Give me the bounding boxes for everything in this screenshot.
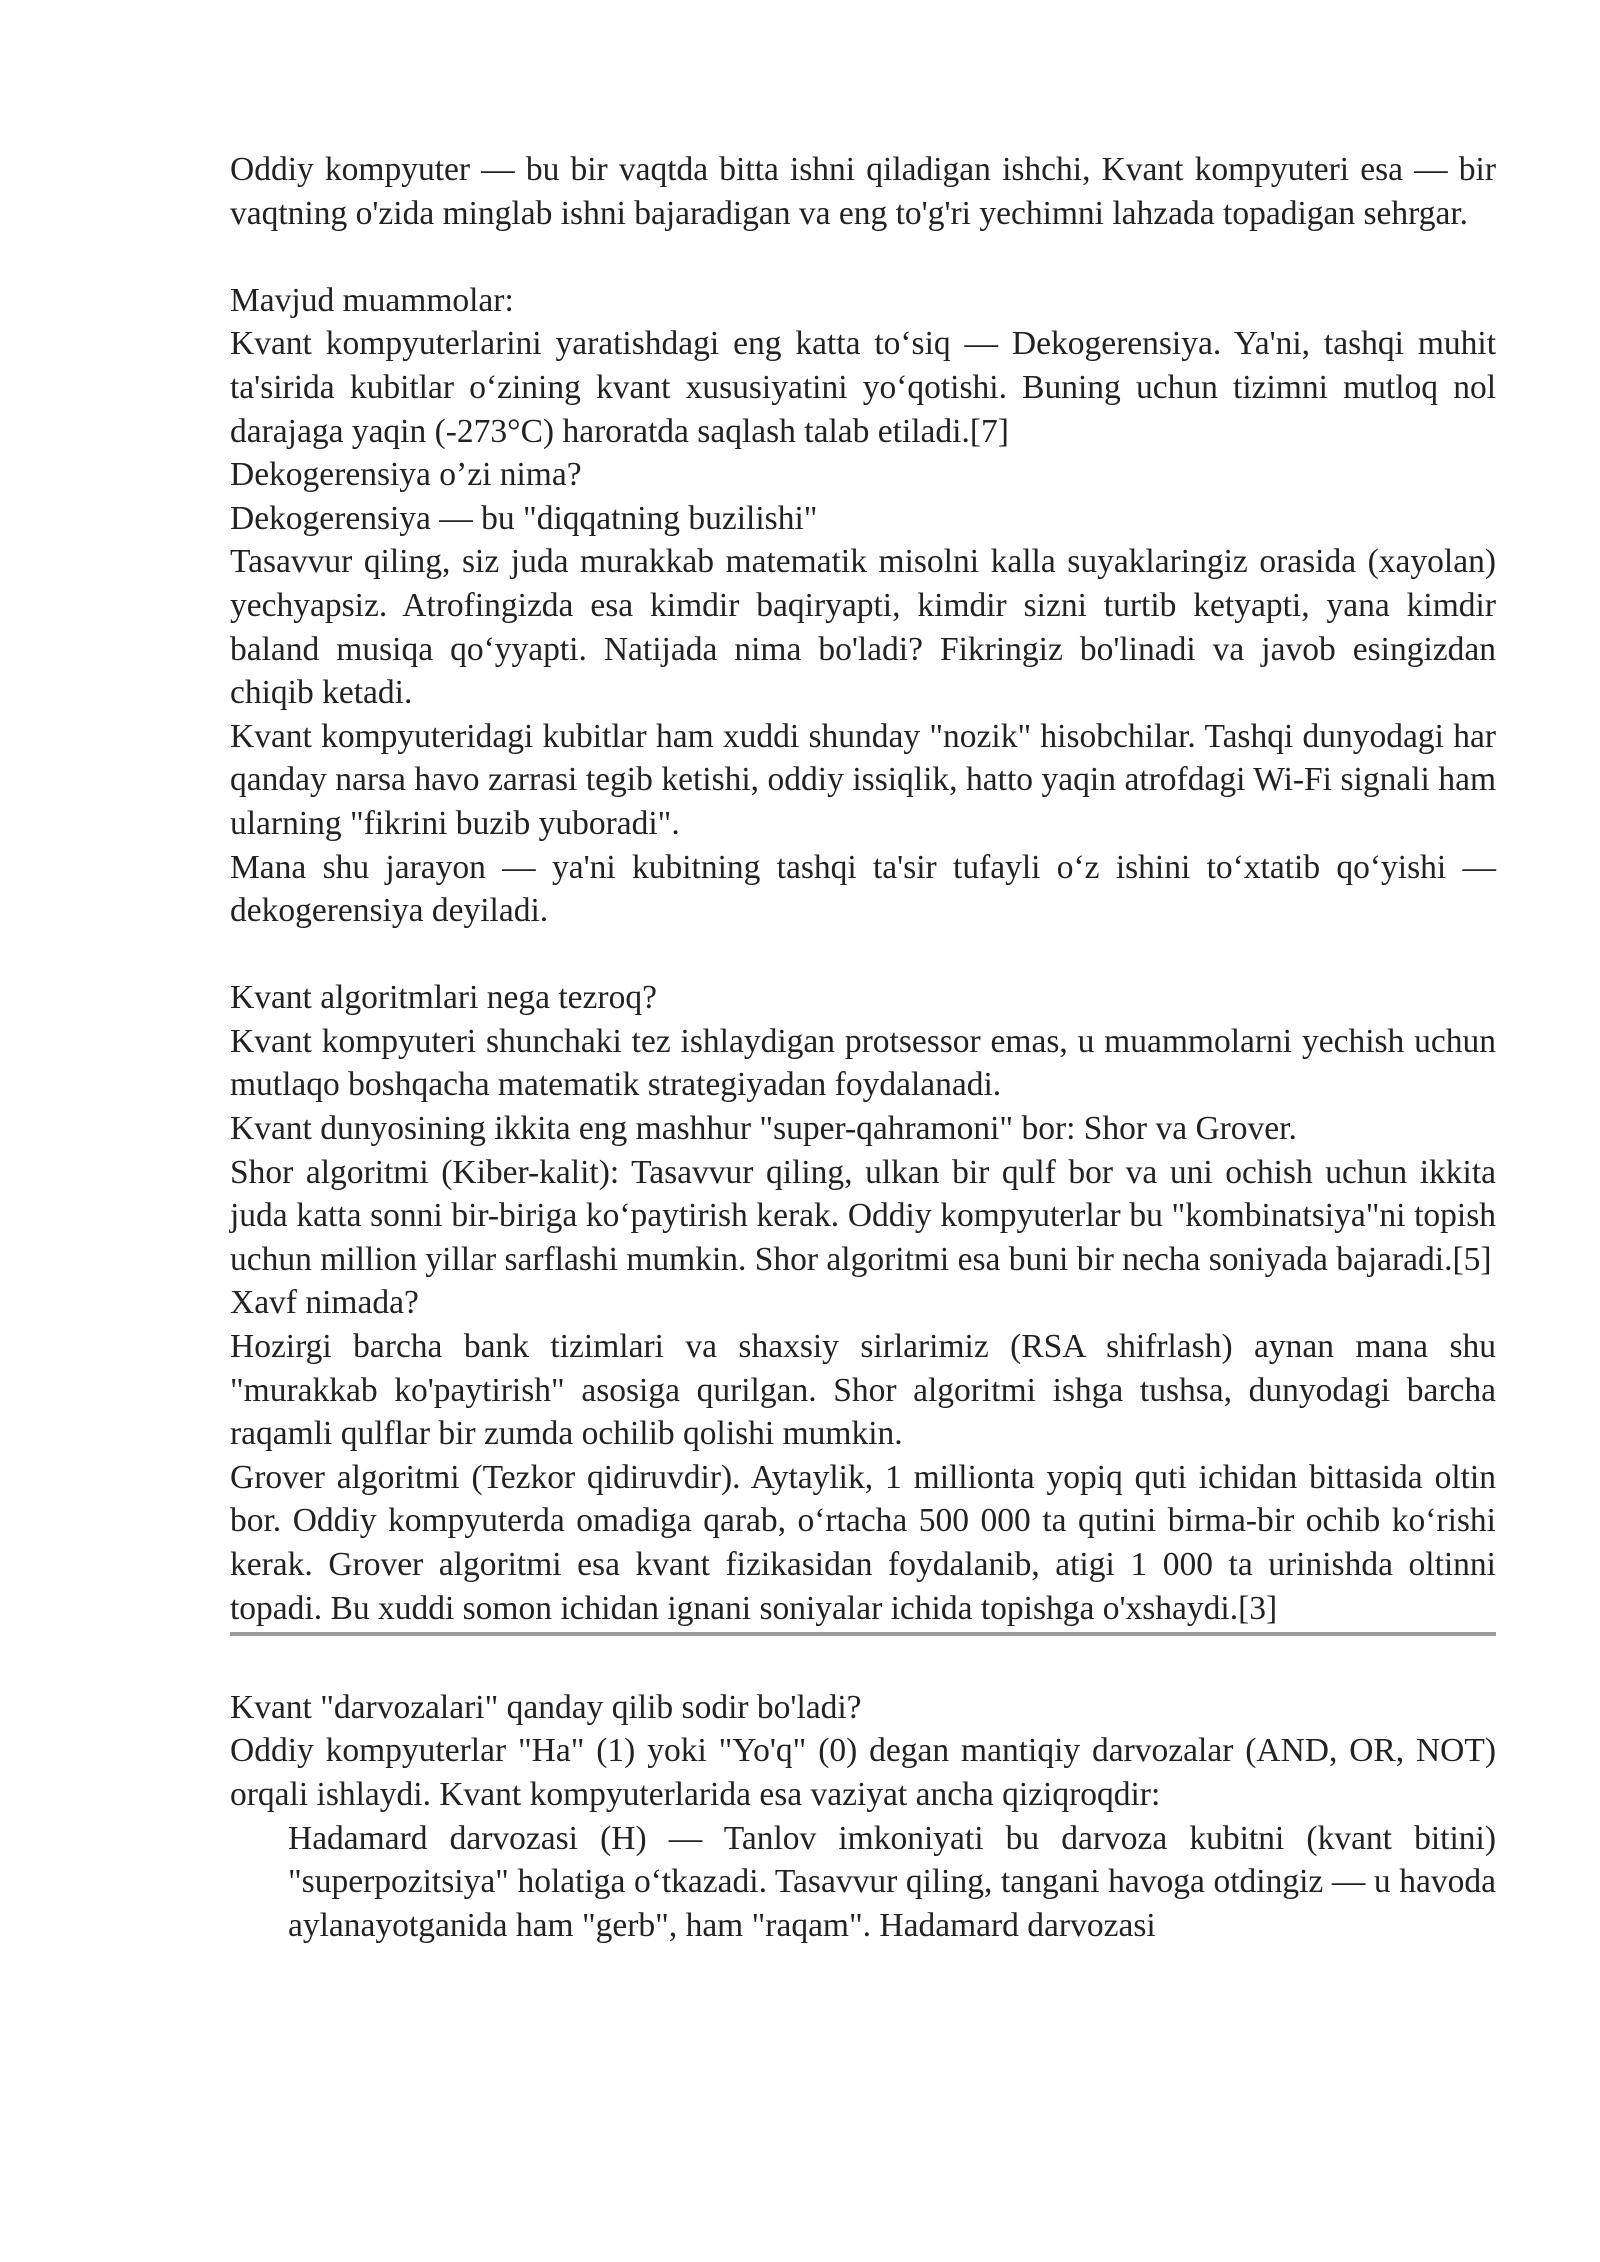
grover-algorithm-paragraph: Grover algoritmi (Tezkor qidiruvdir). Aytaylik, 1 millionta yopiq quti ichidan bittasida oltin bor. Oddiy kompyuterda omadiga qarab, o‘rtacha 500 000 ta qutini birma-bir ochib ko‘rishi kerak. Grover algoritmi esa kvant fizikasidan foydalanib, atigi 1 000 ta urinishda oltinni topadi. Bu xuddi somon ichidan ignani soniyalar ichida topishga o'xshaydi.[3]: [230, 1458, 1496, 1627]
hadamard-gate-paragraph: Hadamard darvozasi (H) — Tanlov imkoniyati bu darvoza kubitni (kvant bitini) "superpozitsiya" holatiga o‘tkazadi. Tasavvur qiling, tangani havoga otdingiz — u havoda aylanayotganida ham "gerb", ham "raqam". Hadamard darvozasi: [288, 1819, 1496, 1944]
superheroes-paragraph: Kvant dunyosining ikkita eng mashhur "super-qahramoni" bor: Shor va Grover.: [230, 1110, 1297, 1148]
heading-what-is-decoherence: Dekogerensiya o’zi nima?: [230, 456, 582, 494]
heading-why-faster: Kvant algoritmlari nega tezroq?: [230, 979, 657, 1017]
spacer: [230, 1642, 1496, 1686]
decoherence-intro-paragraph: Kvant kompyuterlarini yaratishdagi eng katta to‘siq — Dekogerensiya. Ya'ni, tashqi muhit ta'sirida kubitlar o‘zining kvant xususiyatini yo‘qotishi. Buning uchun tizimni mutloq nol darajaga yaqin (-273°C) haroratda saqlash talab etiladi.[7]: [230, 325, 1496, 450]
process-paragraph: Mana shu jarayon — ya'ni kubitning tashqi ta'sir tufayli o‘z ishini to‘xtatib qo‘yishi — dekogerensiya deyiladi.: [230, 848, 1496, 930]
imagine-paragraph: Tasavvur qiling, siz juda murakkab matematik misolni kalla suyaklaringiz orasida (xayolan) yechyapsiz. Atrofingizda esa kimdir baqiryapti, kimdir sizni turtib ketyapti, yana kimdir baland musiqa qo‘yyapti. Natijada nima bo'ladi? Fikringiz bo'linadi va javob esingizdan chiqib ketadi.: [230, 543, 1496, 712]
spacer: [230, 933, 1496, 977]
heading-danger: Xavf nimada?: [230, 1284, 419, 1322]
heading-existing-problems: Mavjud muammolar:: [230, 281, 514, 319]
strategy-paragraph: Kvant kompyuteri shunchaki tez ishlaydigan protsessor emas, u muammolarni yechish uchun mutlaqo boshqacha matematik strategiyadan foydalanadi.: [230, 1022, 1496, 1104]
spacer: [230, 235, 1496, 279]
shor-algorithm-paragraph: Shor algoritmi (Kiber-kalit): Tasavvur qiling, ulkan bir qulf bor va uni ochish uchun ikkita juda katta sonni bir-biriga ko‘paytirish kerak. Oddiy kompyuterlar bu "kombinatsiya"ni topish uchun million yillar sarflashi mumkin. Shor algoritmi esa buni bir necha soniyada bajaradi.[5]: [230, 1153, 1496, 1278]
qubits-paragraph: Kvant kompyuteridagi kubitlar ham xuddi shunday "nozik" hisobchilar. Tashqi dunyodagi har qanday narsa havo zarrasi tegib ketishi, oddiy issiqlik, hatto yaqin atrofdagi Wi-Fi signali ham ularning "fikrini buzib yuboradi".: [230, 717, 1496, 842]
rsa-paragraph: Hozirgi barcha bank tizimlari va shaxsiy sirlarimiz (RSA shifrlash) aynan mana shu "murakkab ko'paytirish" asosiga qurilgan. Shor algoritmi ishga tushsa, dunyodagi barcha raqamli qulflar bir zumda ochilib qolishi mumkin.: [230, 1328, 1496, 1453]
logic-gates-paragraph: Oddiy kompyuterlar "Ha" (1) yoki "Yo'q" (0) degan mantiqiy darvozalar (AND, OR, NOT) orqali ishlaydi. Kvant kompyuterlarida esa vaziyat ancha qiziqroqdir:: [230, 1732, 1496, 1813]
document-body: [230, 148, 1496, 1947]
heading-quantum-gates: Kvant "darvozalari" qanday qilib sodir bo'ladi?: [230, 1688, 862, 1726]
horizontal-divider: [230, 1632, 1496, 1636]
intro-paragraph: Oddiy kompyuter — bu bir vaqtda bitta ishni qiladigan ishchi, Kvant kompyuteri esa — bir vaqtning o'zida minglab ishni bajaradigan va eng to'g'ri yechimni lahzada topadigan sehrgar.: [230, 151, 1496, 232]
decoherence-definition: Dekogerensiya — bu "diqqatning buzilishi": [230, 499, 818, 537]
